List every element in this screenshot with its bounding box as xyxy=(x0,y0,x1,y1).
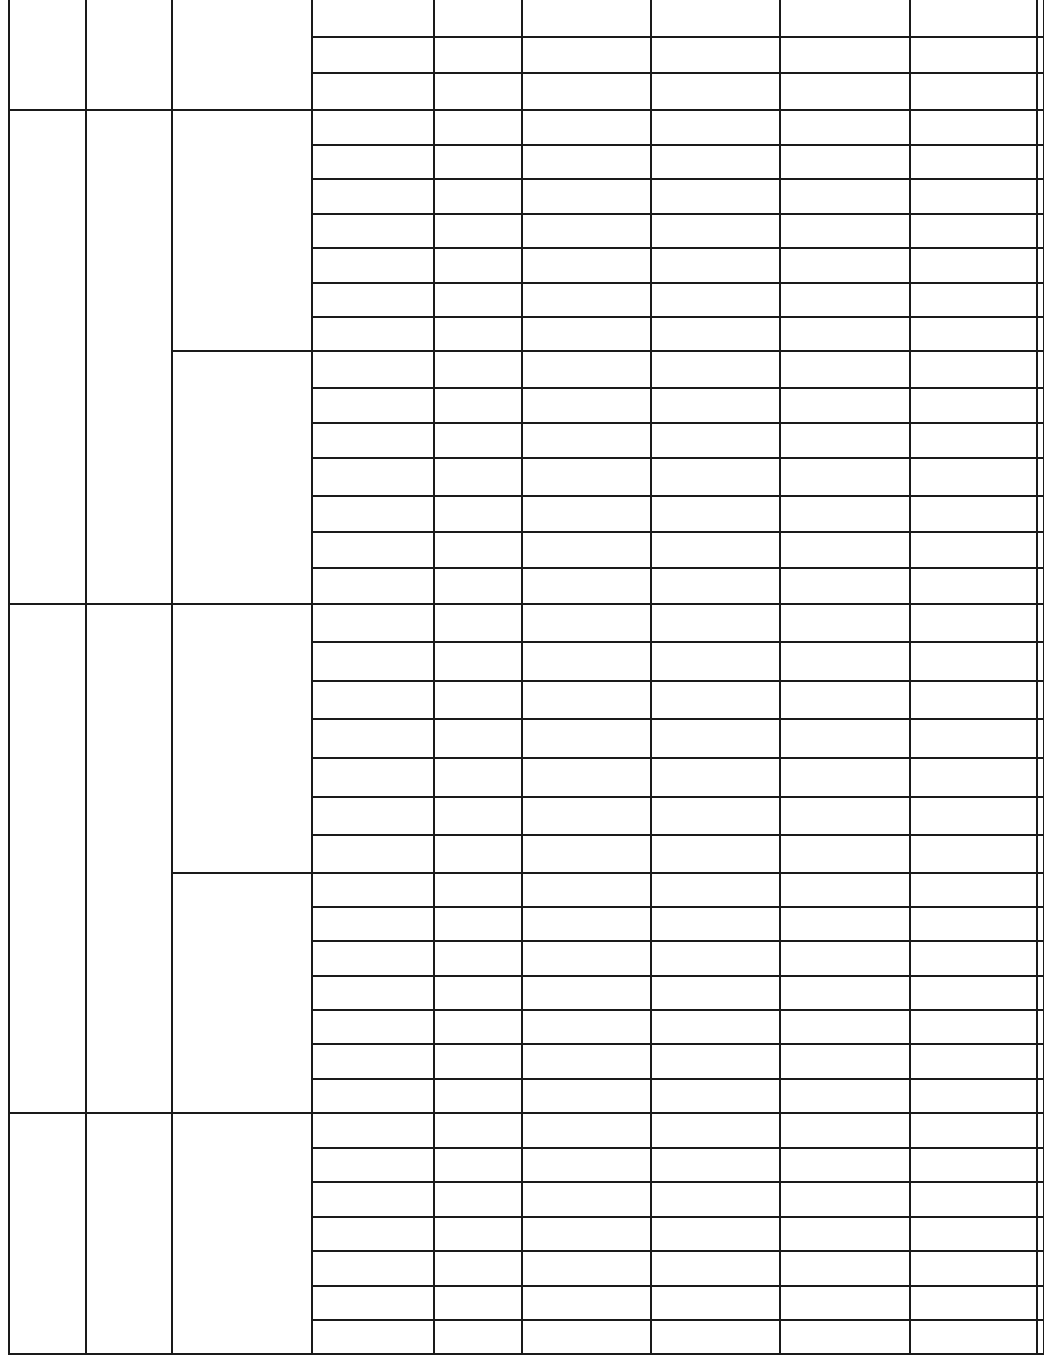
vat-cell xyxy=(779,906,909,940)
floor-cell xyxy=(311,680,433,718)
total-price-cell xyxy=(909,641,1036,680)
vat-cell xyxy=(779,718,909,757)
floor-cell xyxy=(311,603,433,641)
house-type-cell xyxy=(8,603,85,1112)
building-price-cell xyxy=(650,247,779,282)
total-price-cell xyxy=(909,213,1036,247)
total-price-cell xyxy=(909,1181,1036,1216)
total-price-cell xyxy=(909,282,1036,316)
household-count-cell xyxy=(433,178,521,213)
land-price-cell xyxy=(521,1181,650,1216)
total-price-cell xyxy=(909,1043,1036,1078)
floor-cell xyxy=(311,495,433,531)
household-total-cell xyxy=(85,1112,171,1353)
building-price-cell xyxy=(650,872,779,906)
land-price-cell xyxy=(521,641,650,680)
building-price-cell xyxy=(650,680,779,718)
total-price-cell xyxy=(909,495,1036,531)
total-price-cell xyxy=(909,0,1036,36)
floor-cell xyxy=(311,940,433,975)
household-count-cell xyxy=(433,457,521,495)
land-price-cell xyxy=(521,1216,650,1250)
household-count-cell xyxy=(433,144,521,178)
building-price-cell xyxy=(650,757,779,796)
total-price-cell xyxy=(909,350,1036,387)
household-count-cell xyxy=(433,718,521,757)
vat-cell xyxy=(779,178,909,213)
total-price-cell xyxy=(909,975,1036,1009)
household-count-cell xyxy=(433,872,521,906)
unit-location-cell xyxy=(171,1112,311,1353)
floor-cell xyxy=(311,757,433,796)
building-price-cell xyxy=(650,906,779,940)
total-price-cell xyxy=(909,796,1036,834)
land-price-cell xyxy=(521,1043,650,1078)
land-price-cell xyxy=(521,1078,650,1112)
vat-cell xyxy=(779,36,909,72)
household-count-cell xyxy=(433,247,521,282)
land-price-cell xyxy=(521,316,650,350)
column-divider xyxy=(311,0,313,1355)
building-price-cell xyxy=(650,796,779,834)
household-count-cell xyxy=(433,1216,521,1250)
land-price-cell xyxy=(521,282,650,316)
floor-cell xyxy=(311,1147,433,1181)
total-price-cell xyxy=(909,1147,1036,1181)
land-price-cell xyxy=(521,975,650,1009)
household-count-cell xyxy=(433,531,521,567)
household-count-cell xyxy=(433,1147,521,1181)
floor-cell xyxy=(311,834,433,872)
total-price-cell xyxy=(909,872,1036,906)
column-divider xyxy=(521,0,523,1355)
total-price-cell xyxy=(909,178,1036,213)
land-price-cell xyxy=(521,144,650,178)
household-count-cell xyxy=(433,282,521,316)
vat-cell xyxy=(779,213,909,247)
land-price-cell xyxy=(521,1009,650,1043)
floor-cell xyxy=(311,422,433,457)
building-price-cell xyxy=(650,718,779,757)
total-price-cell xyxy=(909,603,1036,641)
land-price-cell xyxy=(521,1250,650,1285)
building-price-cell xyxy=(650,975,779,1009)
vat-cell xyxy=(779,316,909,350)
building-price-cell xyxy=(650,834,779,872)
total-price-cell xyxy=(909,531,1036,567)
land-price-cell xyxy=(521,718,650,757)
unit-location-cell xyxy=(171,0,311,109)
total-price-cell xyxy=(909,144,1036,178)
total-price-cell xyxy=(909,36,1036,72)
household-count-cell xyxy=(433,422,521,457)
household-count-cell xyxy=(433,109,521,144)
household-count-cell xyxy=(433,1181,521,1216)
floor-cell xyxy=(311,906,433,940)
vat-cell xyxy=(779,0,909,36)
land-price-cell xyxy=(521,1112,650,1147)
building-price-cell xyxy=(650,1250,779,1285)
total-price-cell xyxy=(909,757,1036,796)
total-price-cell xyxy=(909,422,1036,457)
column-divider xyxy=(1036,0,1038,1355)
household-count-cell xyxy=(433,1043,521,1078)
household-count-cell xyxy=(433,603,521,641)
floor-cell xyxy=(311,975,433,1009)
vat-cell xyxy=(779,567,909,603)
household-count-cell xyxy=(433,796,521,834)
land-price-cell xyxy=(521,834,650,872)
household-count-cell xyxy=(433,1319,521,1353)
unit-location-cell xyxy=(171,109,311,350)
vat-cell xyxy=(779,247,909,282)
total-price-cell xyxy=(909,1285,1036,1319)
floor-cell xyxy=(311,1285,433,1319)
building-price-cell xyxy=(650,940,779,975)
building-price-cell xyxy=(650,1181,779,1216)
column-divider xyxy=(433,0,435,1355)
land-price-cell xyxy=(521,1147,650,1181)
floor-cell xyxy=(311,567,433,603)
land-price-cell xyxy=(521,680,650,718)
land-price-cell xyxy=(521,1319,650,1353)
building-price-cell xyxy=(650,422,779,457)
floor-cell xyxy=(311,282,433,316)
total-price-cell xyxy=(909,718,1036,757)
total-price-cell xyxy=(909,1009,1036,1043)
vat-cell xyxy=(779,975,909,1009)
building-price-cell xyxy=(650,1043,779,1078)
household-count-cell xyxy=(433,567,521,603)
land-price-cell xyxy=(521,72,650,109)
building-price-cell xyxy=(650,495,779,531)
floor-cell xyxy=(311,872,433,906)
building-price-cell xyxy=(650,213,779,247)
building-price-cell xyxy=(650,282,779,316)
floor-cell xyxy=(311,178,433,213)
floor-cell xyxy=(311,213,433,247)
floor-cell xyxy=(311,1250,433,1285)
land-price-cell xyxy=(521,531,650,567)
floor-cell xyxy=(311,1009,433,1043)
total-price-cell xyxy=(909,1319,1036,1353)
vat-cell xyxy=(779,1285,909,1319)
group-divider xyxy=(8,1353,171,1355)
household-count-cell xyxy=(433,641,521,680)
vat-cell xyxy=(779,1147,909,1181)
vat-cell xyxy=(779,1009,909,1043)
building-price-cell xyxy=(650,72,779,109)
vat-cell xyxy=(779,1216,909,1250)
floor-cell xyxy=(311,36,433,72)
household-count-cell xyxy=(433,36,521,72)
vat-cell xyxy=(779,796,909,834)
column-divider xyxy=(779,0,781,1355)
total-price-cell xyxy=(909,1250,1036,1285)
total-price-cell xyxy=(909,247,1036,282)
land-price-cell xyxy=(521,1285,650,1319)
household-count-cell xyxy=(433,906,521,940)
column-divider xyxy=(650,0,652,1355)
land-price-cell xyxy=(521,940,650,975)
building-price-cell xyxy=(650,0,779,36)
land-price-cell xyxy=(521,109,650,144)
vat-cell xyxy=(779,641,909,680)
floor-cell xyxy=(311,1043,433,1078)
vat-cell xyxy=(779,350,909,387)
floor-cell xyxy=(311,531,433,567)
vat-cell xyxy=(779,72,909,109)
total-price-cell xyxy=(909,109,1036,144)
vat-cell xyxy=(779,1078,909,1112)
floor-cell xyxy=(311,796,433,834)
building-price-cell xyxy=(650,1319,779,1353)
column-divider xyxy=(8,0,10,1355)
floor-cell xyxy=(311,1078,433,1112)
vat-cell xyxy=(779,680,909,718)
vat-cell xyxy=(779,144,909,178)
total-price-cell xyxy=(909,1078,1036,1112)
household-total-cell xyxy=(85,109,171,603)
floor-cell xyxy=(311,109,433,144)
building-price-cell xyxy=(650,178,779,213)
building-price-cell xyxy=(650,1216,779,1250)
total-price-cell xyxy=(909,457,1036,495)
floor-cell xyxy=(311,0,433,36)
total-price-cell xyxy=(909,72,1036,109)
building-price-cell xyxy=(650,387,779,422)
unit-location-cell xyxy=(171,603,311,872)
building-price-cell xyxy=(650,316,779,350)
land-price-cell xyxy=(521,757,650,796)
building-price-cell xyxy=(650,1147,779,1181)
land-price-cell xyxy=(521,36,650,72)
land-price-cell xyxy=(521,178,650,213)
unit-location-cell xyxy=(171,350,311,603)
land-price-cell xyxy=(521,247,650,282)
floor-cell xyxy=(311,457,433,495)
total-price-cell xyxy=(909,387,1036,422)
building-price-cell xyxy=(650,144,779,178)
household-count-cell xyxy=(433,975,521,1009)
household-count-cell xyxy=(433,1112,521,1147)
total-price-cell xyxy=(909,567,1036,603)
vat-cell xyxy=(779,387,909,422)
vat-cell xyxy=(779,1181,909,1216)
household-count-cell xyxy=(433,495,521,531)
floor-cell xyxy=(311,1181,433,1216)
land-price-cell xyxy=(521,796,650,834)
household-count-cell xyxy=(433,0,521,36)
household-count-cell xyxy=(433,757,521,796)
land-price-cell xyxy=(521,213,650,247)
building-price-cell xyxy=(650,36,779,72)
floor-cell xyxy=(311,387,433,422)
building-price-cell xyxy=(650,531,779,567)
floor-cell xyxy=(311,316,433,350)
building-price-cell xyxy=(650,457,779,495)
row-divider xyxy=(311,1353,1044,1355)
household-total-cell xyxy=(85,603,171,1112)
floor-cell xyxy=(311,718,433,757)
building-price-cell xyxy=(650,1009,779,1043)
unit-location-cell xyxy=(171,872,311,1112)
floor-cell xyxy=(311,72,433,109)
total-price-cell xyxy=(909,1216,1036,1250)
building-price-cell xyxy=(650,350,779,387)
floor-cell xyxy=(311,1319,433,1353)
vat-cell xyxy=(779,834,909,872)
land-price-cell xyxy=(521,906,650,940)
vat-cell xyxy=(779,872,909,906)
vat-cell xyxy=(779,940,909,975)
vat-cell xyxy=(779,757,909,796)
floor-cell xyxy=(311,350,433,387)
vat-cell xyxy=(779,531,909,567)
building-price-cell xyxy=(650,567,779,603)
building-price-cell xyxy=(650,1078,779,1112)
household-count-cell xyxy=(433,834,521,872)
household-count-cell xyxy=(433,940,521,975)
vat-cell xyxy=(779,282,909,316)
vat-cell xyxy=(779,457,909,495)
building-price-cell xyxy=(650,641,779,680)
house-type-cell xyxy=(8,1112,85,1353)
floor-cell xyxy=(311,247,433,282)
land-price-cell xyxy=(521,603,650,641)
household-count-cell xyxy=(433,387,521,422)
land-price-cell xyxy=(521,387,650,422)
household-count-cell xyxy=(433,1009,521,1043)
floor-cell xyxy=(311,1112,433,1147)
household-count-cell xyxy=(433,350,521,387)
building-price-cell xyxy=(650,109,779,144)
vat-cell xyxy=(779,603,909,641)
household-count-cell xyxy=(433,1250,521,1285)
vat-cell xyxy=(779,1250,909,1285)
column-divider xyxy=(171,0,173,1355)
building-price-cell xyxy=(650,1112,779,1147)
total-price-cell xyxy=(909,940,1036,975)
household-count-cell xyxy=(433,72,521,109)
total-price-cell xyxy=(909,316,1036,350)
vat-cell xyxy=(779,109,909,144)
household-count-cell xyxy=(433,1285,521,1319)
floor-cell xyxy=(311,1216,433,1250)
land-price-cell xyxy=(521,457,650,495)
land-price-cell xyxy=(521,567,650,603)
vat-cell xyxy=(779,1043,909,1078)
household-count-cell xyxy=(433,213,521,247)
building-price-cell xyxy=(650,1285,779,1319)
total-price-cell xyxy=(909,680,1036,718)
vat-cell xyxy=(779,1319,909,1353)
column-divider xyxy=(909,0,911,1355)
household-count-cell xyxy=(433,316,521,350)
household-count-cell xyxy=(433,680,521,718)
land-price-cell xyxy=(521,422,650,457)
land-price-cell xyxy=(521,350,650,387)
column-divider xyxy=(85,0,87,1355)
land-price-cell xyxy=(521,495,650,531)
land-price-cell xyxy=(521,0,650,36)
total-price-cell xyxy=(909,1112,1036,1147)
subgroup-divider xyxy=(171,1353,311,1355)
household-count-cell xyxy=(433,1078,521,1112)
vat-cell xyxy=(779,422,909,457)
land-price-cell xyxy=(521,872,650,906)
house-type-cell xyxy=(8,109,85,603)
floor-cell xyxy=(311,641,433,680)
vat-cell xyxy=(779,495,909,531)
vat-cell xyxy=(779,1112,909,1147)
total-price-cell xyxy=(909,906,1036,940)
building-price-cell xyxy=(650,603,779,641)
floor-cell xyxy=(311,144,433,178)
total-price-cell xyxy=(909,834,1036,872)
